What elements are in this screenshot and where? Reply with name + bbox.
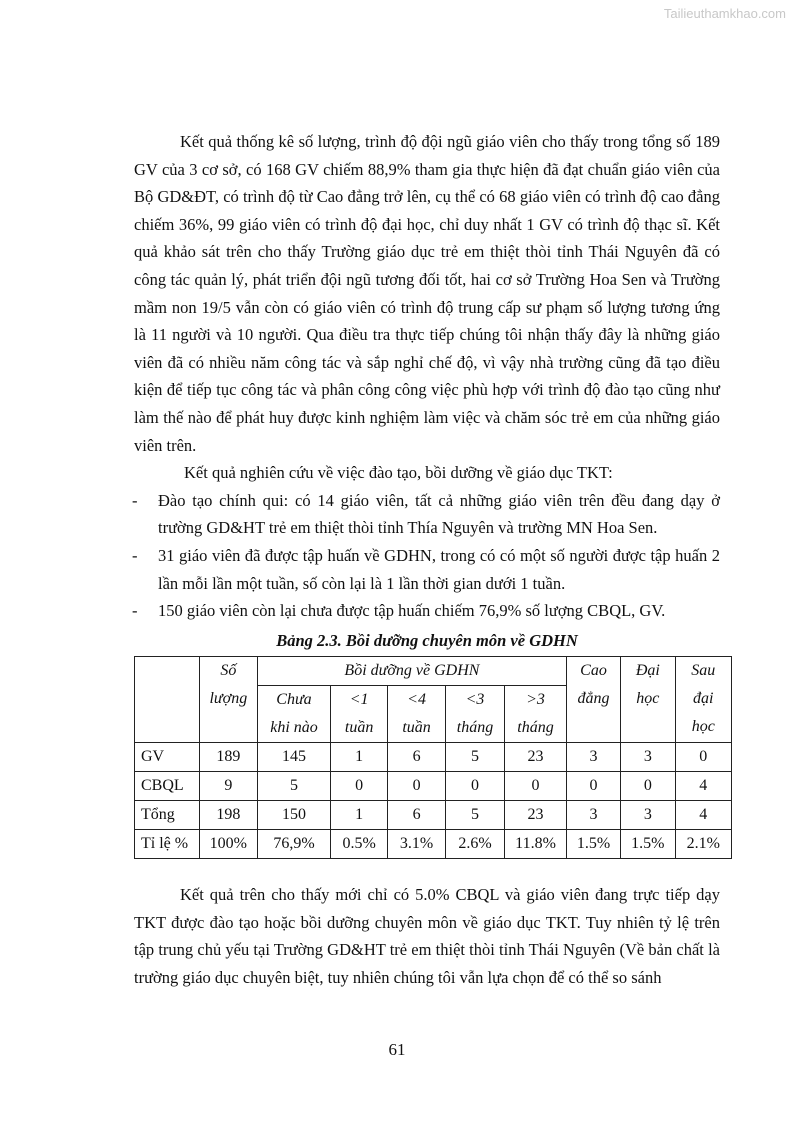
- table-cell: 6: [388, 801, 445, 830]
- table-cell: 3: [621, 801, 675, 830]
- table-cell: 3: [621, 743, 675, 772]
- list-item-text: 150 giáo viên còn lại chưa được tập huấn chiếm 76,9% số lượng CBQL, GV.: [158, 601, 666, 621]
- table-cell: 5: [258, 772, 331, 801]
- table-cell: 150: [258, 801, 331, 830]
- table-cell: 100%: [199, 830, 257, 859]
- header-blank-cell: [135, 657, 200, 743]
- header-lt3-thang: <3 tháng: [445, 686, 504, 743]
- table-cell: 0: [445, 772, 504, 801]
- table-cell: 11.8%: [505, 830, 567, 859]
- header-lt1-tuan: <1 tuần: [330, 686, 387, 743]
- header-chua-khi-nao: Chưa khi nào: [258, 686, 331, 743]
- bullet-mark: -: [132, 601, 138, 621]
- page-number: 61: [388, 1040, 406, 1059]
- training-table: [134, 656, 732, 859]
- row-label: CBQL: [135, 772, 200, 801]
- header-group-gdhn: Bồi dưỡng về GDHN: [258, 657, 567, 686]
- header-so-luong: Số lượng: [199, 657, 257, 743]
- row-label: Tỉ lệ %: [135, 830, 200, 859]
- bullet-mark: -: [132, 490, 138, 510]
- table-cell: 198: [199, 801, 257, 830]
- header-cao-dang: Cao đẳng: [566, 657, 620, 743]
- bullet-mark: -: [132, 545, 138, 565]
- header-dai-hoc: Đại học: [621, 657, 675, 743]
- table-caption: Bảng 2.3. Bồi dưỡng chuyên môn về GDHN: [276, 630, 578, 650]
- table-cell: 0: [621, 772, 675, 801]
- table-cell: 2.6%: [445, 830, 504, 859]
- table-cell: 9: [199, 772, 257, 801]
- training-list: [134, 487, 720, 625]
- list-item-text: 31 giáo viên đã được tập huấn về GDHN, trong có có một số người được tập huấn 2 lần mỗi lần một tuần, số còn lại là 1 lần thời gian dưới 1 tuần.: [158, 545, 720, 593]
- table-row: [135, 772, 732, 801]
- table-cell: 3: [566, 801, 620, 830]
- watermark: Tailieuthamkhao.com: [663, 6, 786, 21]
- paragraph-conclusion: Kết quả trên cho thấy mới chỉ có 5.0% CBQL và giáo viên đang trực tiếp dạy TKT được đào tạo hoặc bồi dưỡng chuyên môn về giáo dục TKT. Tuy nhiên tỷ lệ trên tập trung chủ yếu tại Trường GD&HT trẻ em thiệt thòi tỉnh Thái Nguyên (Về bản chất là trường giáo dục chuyên biệt, tuy nhiên chúng tôi vẫn lựa chọn để có thể so sánh: [134, 885, 720, 988]
- table-cell: 6: [388, 743, 445, 772]
- table-cell: 0: [388, 772, 445, 801]
- row-label: Tổng: [135, 801, 200, 830]
- header-lt4-tuan: <4 tuần: [388, 686, 445, 743]
- paragraph-training-intro: Kết quả nghiên cứu về việc đào tạo, bồi dưỡng về giáo dục TKT:: [184, 463, 613, 483]
- table-cell: 1.5%: [566, 830, 620, 859]
- table-cell: 23: [505, 743, 567, 772]
- table-cell: 23: [505, 801, 567, 830]
- table-cell: 0.5%: [330, 830, 387, 859]
- list-item: [134, 597, 720, 625]
- table-row: [135, 801, 732, 830]
- page-body: [134, 128, 720, 992]
- table-cell: 1: [330, 801, 387, 830]
- table-cell: 2.1%: [675, 830, 731, 859]
- table-cell: 1.5%: [621, 830, 675, 859]
- table-cell: 0: [330, 772, 387, 801]
- table-cell: 4: [675, 801, 731, 830]
- table-cell: 76,9%: [258, 830, 331, 859]
- header-sau-dai-hoc: Sau đại học: [675, 657, 731, 743]
- table-cell: 3.1%: [388, 830, 445, 859]
- header-gt3-thang: >3 tháng: [505, 686, 567, 743]
- table-row: [135, 830, 732, 859]
- paragraph-teacher-stats: Kết quả thống kê số lượng, trình độ đội ngũ giáo viên cho thấy trong tổng số 189 GV của 3 cơ sở, có 168 GV chiếm 88,9% tham gia thực hiện đã đạt chuẩn giáo viên của Bộ GD&ĐT, có trình độ từ Cao đẳng trở lên, cụ thể có 68 giáo viên có trình độ cao đẳng chiếm 36%, 99 giáo viên có trình độ đại học, chỉ duy nhất 1 GV có trình độ thạc sĩ. Kết quả khảo sát trên cho thấy Trường giáo dục trẻ em thiệt thòi tỉnh Thái Nguyên đã có công tác quản lý, phát triển đội ngũ tương đối tốt, hai cơ sở Trường Hoa Sen và Trường mầm non 19/5 vẫn còn có giáo viên có trình độ trung cấp sư phạm số lượng tương ứng là 11 người và 10 người. Qua điều tra thực tiếp chúng tôi nhận thấy đây là những giáo viên đã có nhiều năm công tác và sắp nghỉ chế độ, vì vậy nhà trường cũng đã tạo điều kiện để tiếp tục công tác và phân công công việc phù hợp với trình độ đào tạo cũng như làm thế nào để phát huy được kinh nghiệm làm việc và chăm sóc trẻ em của những giáo viên trên.: [134, 132, 720, 455]
- table-row: [135, 743, 732, 772]
- list-item: [134, 487, 720, 542]
- table-cell: 5: [445, 801, 504, 830]
- table-cell: 0: [675, 743, 731, 772]
- table-cell: 5: [445, 743, 504, 772]
- list-item: [134, 542, 720, 597]
- row-label: GV: [135, 743, 200, 772]
- table-cell: 0: [505, 772, 567, 801]
- table-cell: 145: [258, 743, 331, 772]
- list-item-text: Đào tạo chính qui: có 14 giáo viên, tất cả những giáo viên trên đều đang dạy ở trường GD&HT trẻ em thiệt thòi tỉnh Thía Nguyên và trường MN Hoa Sen.: [158, 490, 720, 538]
- table-cell: 3: [566, 743, 620, 772]
- table-cell: 4: [675, 772, 731, 801]
- table-cell: 0: [566, 772, 620, 801]
- table-cell: 189: [199, 743, 257, 772]
- table-header-row: [135, 657, 732, 686]
- table-cell: 1: [330, 743, 387, 772]
